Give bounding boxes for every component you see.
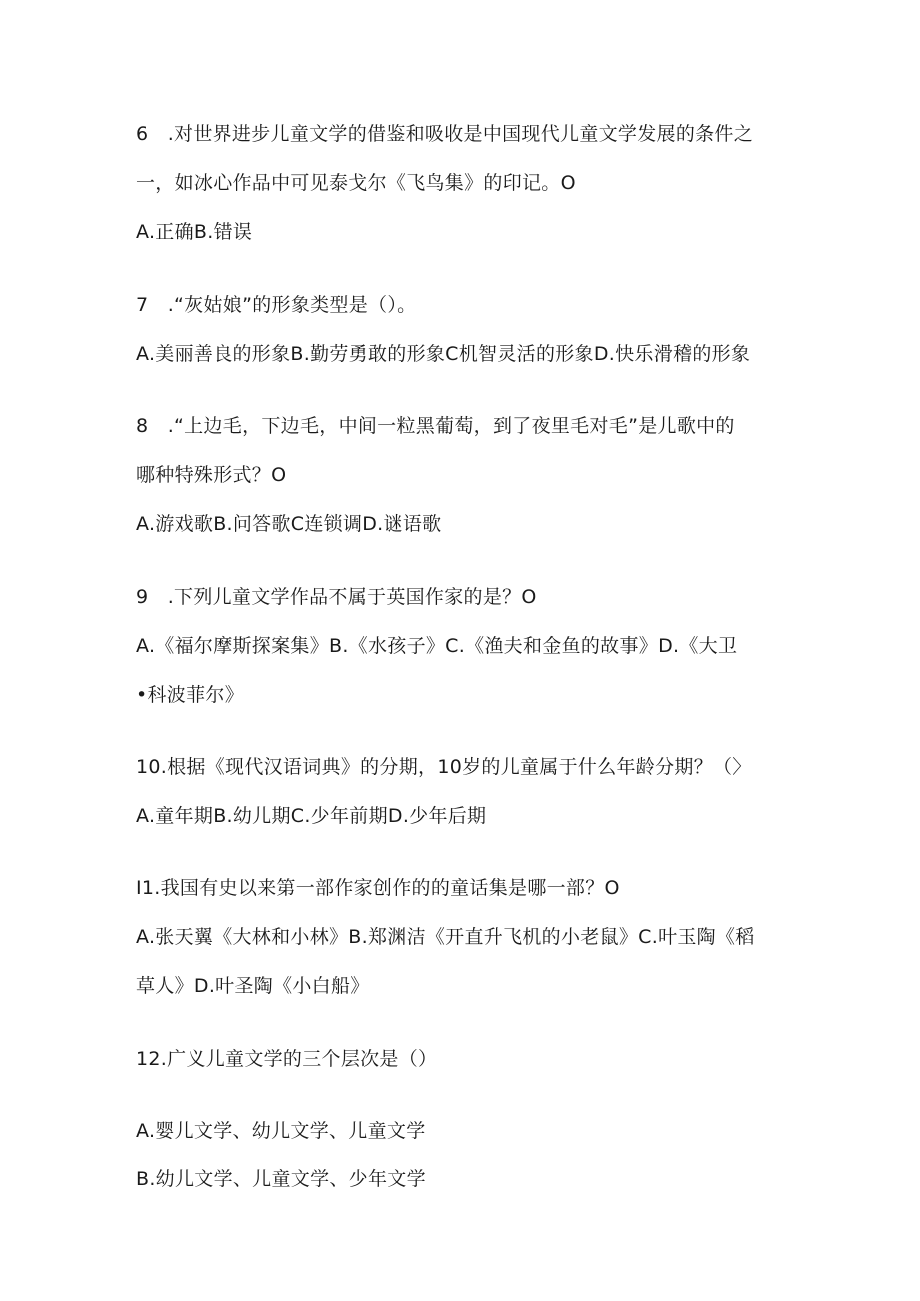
- question-10-line-1: 10.根据《现代汉语词典》的分期，10岁的儿童属于什么年龄分期？（〉: [136, 756, 752, 778]
- question-11-options-1: A.张天翼《大林和小林》B.郑渊洁《开直升飞机的小老鼠》C.叶玉陶《稻: [136, 926, 755, 948]
- question-9-options-1: A.《福尔摩斯探案集》B.《水孩子》C.《渔夫和金鱼的故事》D.《大卫: [136, 635, 738, 657]
- question-7-options: A.美丽善良的形象B.勤劳勇敢的形象C机智灵活的形象D.快乐滑稽的形象: [136, 343, 751, 365]
- question-6-line-2: 一，如冰心作品中可见泰戈尔《飞鸟集》的印记。O: [136, 172, 576, 194]
- question-9-options-2: •科波菲尔》: [136, 684, 245, 706]
- question-12-option-a: A.婴儿文学、幼儿文学、儿童文学: [136, 1120, 426, 1142]
- question-12-option-b: B.幼儿文学、儿童文学、少年文学: [136, 1168, 426, 1190]
- question-12-line-1: 12.广义儿童文学的三个层次是（）: [136, 1048, 438, 1070]
- question-11-line-1: I1.我国有史以来第一部作家创作的的童话集是哪一部？O: [136, 877, 620, 899]
- question-8-options: A.游戏歌B.问答歌C连锁调D.谜语歌: [136, 513, 442, 535]
- question-6-options: A.正确B.错误: [136, 221, 253, 243]
- question-9-line-1: 9 .下列儿童文学作品不属于英国作家的是？O: [136, 586, 537, 608]
- question-8-line-2: 哪种特殊形式？O: [136, 464, 287, 486]
- question-6-line-1: 6 .对世界进步儿童文学的借鉴和吸收是中国现代儿童文学发展的条件之: [136, 123, 754, 145]
- question-8-line-1: 8 .“上边毛，下边毛，中间一粒黑葡萄，到了夜里毛对毛”是儿歌中的: [136, 415, 735, 437]
- question-11-options-2: 草人》D.叶圣陶《小白船》: [136, 975, 370, 997]
- question-10-options: A.童年期B.幼儿期C.少年前期D.少年后期: [136, 805, 487, 827]
- question-7-line-1: 7 .“灰姑娘”的形象类型是（）。: [136, 294, 417, 316]
